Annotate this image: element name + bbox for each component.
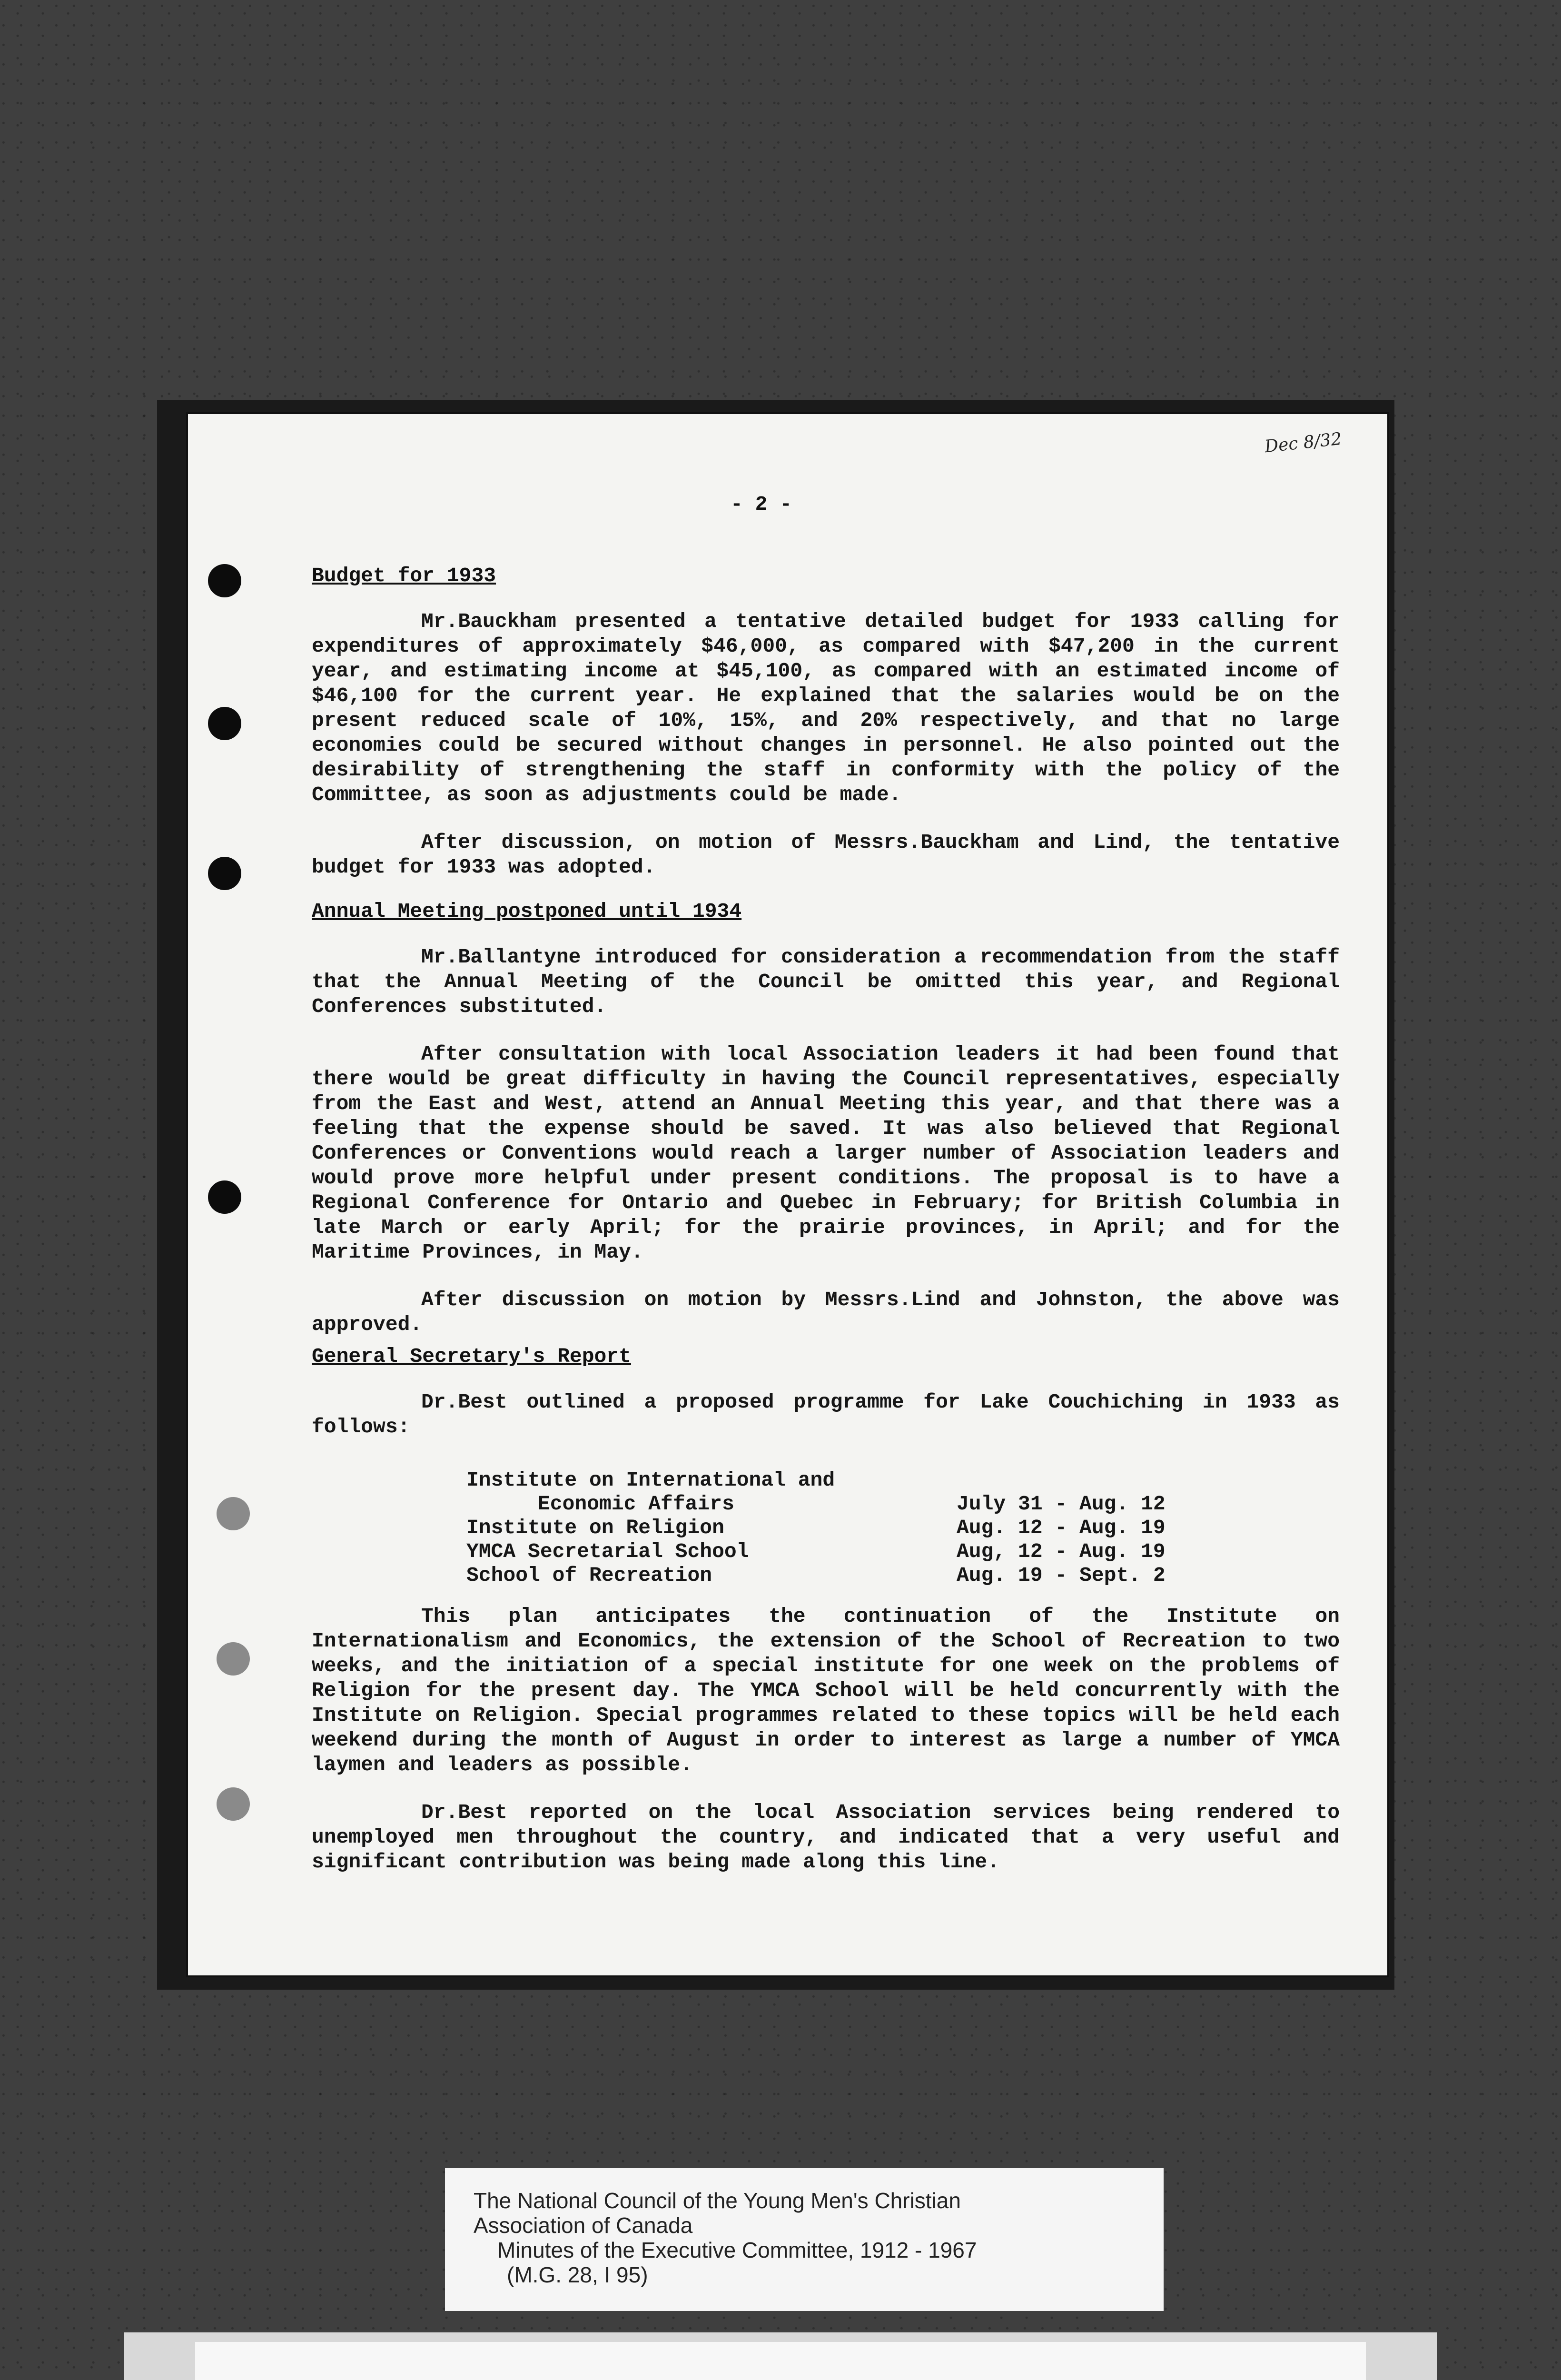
- paragraph: After consultation with local Association leaders it had been found that there would be great difficulty in having the Council representatives, especially from the East and West, attend an Annual Meeting this year, and that there was a feeling that the expense should be saved. It was also believed that Regional Conferences or Conventions would reach a larger number of Association leaders and would prove more helpful under present conditions. The proposal is to have a Regional Conference for Ontario and Quebec in February; for British Columbia in late March or early April; for the prairie provinces, in April; and for the Maritime Provinces, in May.: [312, 1042, 1340, 1264]
- section-heading-annual-meeting: Annual Meeting postponed until 1934: [312, 900, 742, 923]
- paragraph: After discussion, on motion of Messrs.Bauckham and Lind, the tentative budget for 1933 was adopted.: [312, 831, 1340, 879]
- punch-hole: [208, 564, 241, 597]
- schedule-item-name: Institute on International and: [466, 1468, 835, 1492]
- archive-title-board: [124, 2332, 1437, 2380]
- section-heading-general-secretary: General Secretary's Report: [312, 1345, 631, 1368]
- schedule-item-name: School of Recreation: [466, 1564, 712, 1587]
- handwritten-date-note: Dec 8/32: [1264, 429, 1343, 457]
- label-line: The National Council of the Young Men's Christian: [474, 2188, 961, 2213]
- schedule-item-name: Economic Affairs: [538, 1492, 734, 1516]
- schedule-item-dates: Aug, 12 - Aug. 19: [957, 1540, 1166, 1563]
- label-line: Association of Canada: [474, 2213, 693, 2238]
- section-annual-meeting-body: [312, 945, 1340, 1360]
- document-page: [188, 414, 1387, 1975]
- paragraph: After discussion on motion by Messrs.Lind and Johnston, the above was approved.: [312, 1288, 1340, 1336]
- label-line: (M.G. 28, I 95): [507, 2262, 648, 2287]
- section-general-secretary-intro: [312, 1390, 1340, 1462]
- programme-schedule: [466, 1468, 1275, 1587]
- schedule-item-name: YMCA Secretarial School: [466, 1540, 749, 1563]
- schedule-item-dates: Aug. 19 - Sept. 2: [957, 1564, 1166, 1587]
- section-heading-budget: Budget for 1933: [312, 564, 496, 587]
- archive-title-panel: [195, 2342, 1366, 2380]
- schedule-row: [466, 1516, 1275, 1540]
- paragraph: Mr.Bauckham presented a tentative detailed budget for 1933 calling for expenditures of approximately $46,000, as compared with $47,200 in the current year, and estimating income at $45,100, as compared with an estimated income of $46,100 for the current year. He explained that the salaries would be on the present reduced scale of 10%, 15%, and 20% respectively, and that no large economies could be secured without changes in personnel. He also pointed out the desirability of strengthening the staff in conformity with the policy of the Committee, as soon as adjustments could be made.: [312, 610, 1340, 806]
- schedule-row: [466, 1564, 1275, 1587]
- paragraph: Dr.Best outlined a proposed programme for Lake Couchiching in 1933 as follows:: [312, 1390, 1340, 1438]
- punch-hole: [208, 857, 241, 890]
- paragraph: Mr.Ballantyne introduced for consideration a recommendation from the staff that the Annual Meeting of the Council be omitted this year, and Regional Conferences substituted.: [312, 945, 1340, 1018]
- paragraph: This plan anticipates the continuation of the Institute on Internationalism and Economics, the extension of the School of Recreation to two weeks, and the initiation of a special institute for one week on the problems of Religion for the present day. The YMCA School will be held concurrently with the Institute on Religion. Special programmes related to these topics will be held each weekend during the month of August in order to interest as large a number of YMCA laymen and leaders as possible.: [312, 1605, 1340, 1776]
- schedule-item-dates: Aug. 12 - Aug. 19: [957, 1516, 1166, 1539]
- schedule-item-name: Institute on Religion: [466, 1516, 724, 1539]
- punch-hole: [217, 1642, 250, 1676]
- archive-citation-label: [445, 2168, 1164, 2311]
- punch-hole: [208, 707, 241, 740]
- section-general-secretary-body: [312, 1604, 1340, 1897]
- schedule-row: [466, 1468, 1275, 1492]
- schedule-row: [466, 1540, 1275, 1564]
- schedule-row: [466, 1492, 1275, 1516]
- punch-hole: [208, 1180, 241, 1214]
- label-line: Minutes of the Executive Committee, 1912 - 1967: [497, 2238, 977, 2262]
- section-budget-body: [312, 609, 1340, 902]
- punch-hole: [217, 1497, 250, 1530]
- punch-hole: [217, 1787, 250, 1821]
- schedule-item-dates: July 31 - Aug. 12: [957, 1492, 1166, 1516]
- paragraph: Dr.Best reported on the local Association services being rendered to unemployed men throughout the country, and indicated that a very useful and significant contribution was being made along this line.: [312, 1801, 1340, 1874]
- page-number: - 2 -: [731, 493, 792, 516]
